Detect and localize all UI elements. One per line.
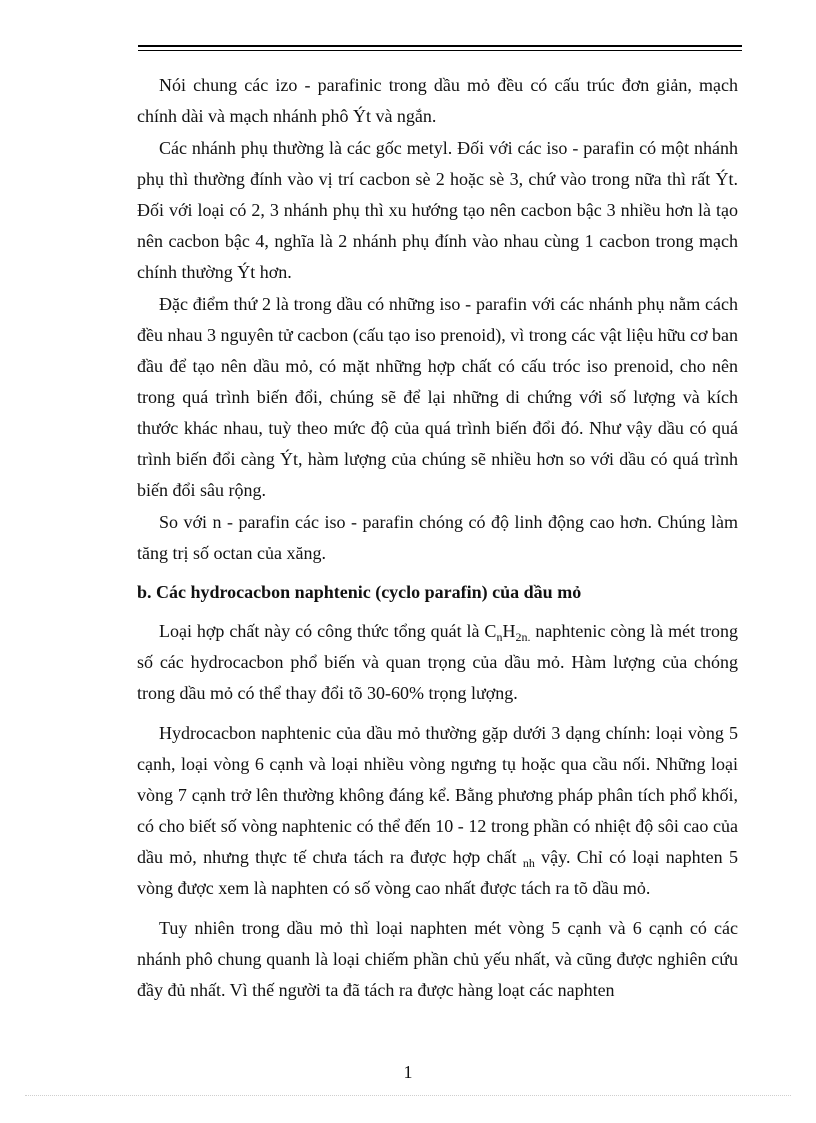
paragraph-6-sub: nh: [522, 856, 535, 870]
formula-sub-2n: 2n.: [515, 630, 531, 644]
paragraph-6-text: Hydrocacbon naphtenic của dầu mỏ thường gặp dưới 3 dạng chính: loại vòng 5 cạnh, loại vòng 6 cạnh và loại nhiều vòng ngưng tụ hoặc qua cầu nối. Những loại vòng 7 cạnh trở lên thường không đáng kể. Bằng phương pháp phân tích phổ khối, có cho biết số vòng naphtenic có thể đến 10 - 12 trong phần có nhiệt độ sôi cao của dầu mỏ, nhưng thực tế chưa tách ra được hợp chất: [137, 723, 738, 867]
paragraph-6: [137, 718, 738, 904]
formula-text-before: Loại hợp chất này có công thức tổng quát là C: [159, 621, 497, 641]
paragraph-7: Tuy nhiên trong dầu mỏ thì loại naphten mét vòng 5 cạnh và 6 cạnh có các nhánh phô chung quanh là loại chiếm phần chủ yếu nhất, và cũng được nghiên cứu đầy đủ nhất. Vì thế người ta đã tách ra được hàng loạt các naphten: [137, 918, 738, 1000]
page-bottom-divider: [25, 1095, 791, 1096]
paragraph-6-end: vậy. Chỉ có loại naphten 5 vòng được xem là naphten có số vòng cao nhất được tách ra tõ dầu mỏ.: [137, 847, 738, 898]
page-number: 1: [403, 1062, 413, 1082]
header-rule-thin: [138, 50, 742, 51]
document-body: [137, 70, 738, 1007]
paragraph-3: Đặc điểm thứ 2 là trong dầu có những iso - parafin với các nhánh phụ nằm cách đều nhau 3 nguyên tử cacbon (cấu tạo iso prenoid), vì trong các vật liệu hữu cơ ban đầu để tạo nên dầu mỏ, có mặt những hợp chất có cấu tróc iso prenoid, cho nên trong quá trình biến đổi, chúng sẽ để lại những di chứng với số lượng và kích thước khác nhau, tuỳ theo mức độ của quá trình biến đổi đó. Như vậy dầu có quá trình biến đổi càng Ýt, hàm lượng của chúng sẽ nhiều hơn so với dầu có quá trình biến đổi sâu rộng.: [137, 294, 738, 500]
paragraph-4: So với n - parafin các iso - parafin chóng có độ linh động cao hơn. Chúng làm tăng trị số octan của xăng.: [137, 512, 738, 563]
paragraph-2: Các nhánh phụ thường là các gốc metyl. Đối với các iso - parafin có một nhánh phụ thì thường đính vào vị trí cacbon sè 2 hoặc sè 3, chứ vào trong nữa thì rất Ýt. Đối với loại có 2, 3 nhánh phụ thì xu hướng tạo nên cacbon bậc 3 nhiều hơn là tạo nên cacbon bậc 4, nghĩa là 2 nhánh phụ đính vào nhau cùng 1 cacbon trong mạch chính thường Ýt hơn.: [137, 138, 738, 282]
header-rule-thick: [138, 45, 742, 47]
formula-text-after: naphtenic còng là mét trong số các hydrocacbon phổ biến và quan trọng của dầu mỏ. Hàm lượng của chóng trong dầu mỏ có thể thay đổi tõ 30-60% trọng lượng.: [137, 621, 738, 703]
formula-sub-n: n: [496, 630, 503, 644]
section-heading: b. Các hydrocacbon naphtenic (cyclo parafin) của dầu mỏ: [137, 582, 582, 602]
paragraph-formula: [137, 616, 738, 709]
formula-h: H: [502, 621, 516, 641]
paragraph-1: Nói chung các izo - parafinic trong dầu mỏ đều có cấu trúc đơn giản, mạch chính dài và mạch nhánh phô Ýt và ngắn.: [137, 75, 738, 126]
